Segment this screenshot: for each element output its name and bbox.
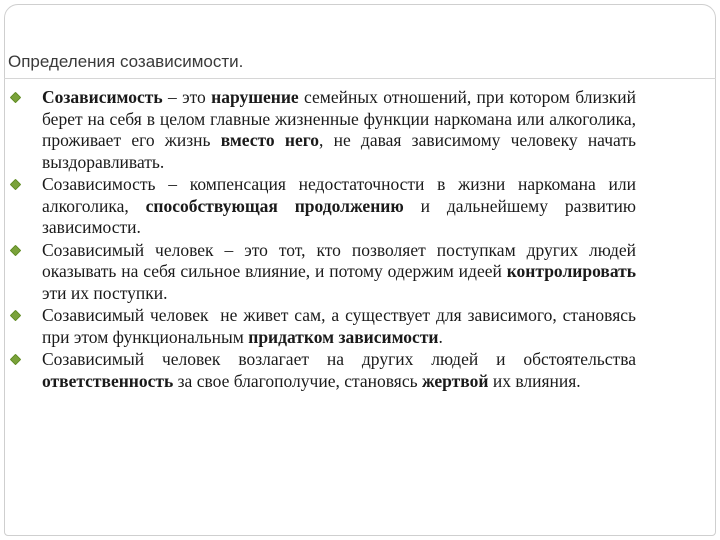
bullet-plain-text: за свое благополучие, становясь [173, 370, 422, 391]
bullet-plain-text: Созависимость – компенсация недостаточности в жизни наркомана или алкоголика, [42, 174, 636, 216]
bullet-bold-text: контролировать [506, 261, 636, 281]
bullet-plain-text: , не давая зависимому человеку начать выздоравливать. [42, 130, 636, 172]
bullet-plain-text: . [438, 326, 443, 347]
bullet-bold-text: жертвой [421, 370, 489, 391]
bullet-item-3 [42, 240, 636, 305]
bullet-text [42, 349, 636, 392]
bullet-text [42, 305, 641, 348]
bullet-text [42, 87, 636, 173]
bullet-bold-text: Созависимость [42, 87, 163, 107]
bullet-plain-text: семейных отношений, при котором близкий берет на себя в целом главные жизненные функции наркомана или алкоголика, проживает его жизнь [42, 87, 636, 150]
title-divider [4, 78, 716, 79]
bullet-plain-text: Созависимый человек – это тот, кто позволяет поступкам других людей оказывать на себя сильное влияние, и потому одержим идеей [42, 239, 636, 281]
bullet-item-1 [42, 87, 636, 173]
bullet-plain-text: их влияния. [488, 370, 581, 391]
bullet-plain-text: Созависимый человек не живет сам, а существует для зависимого, становясь при этом функциональным [42, 305, 641, 347]
bullet-plain-text: и дальнейшему развитию зависимости. [42, 195, 636, 237]
slide-title: Определения созависимости. [8, 52, 244, 71]
bullet-plain-text: эти их поступки. [42, 282, 168, 303]
bullet-item-2 [42, 174, 636, 239]
bullet-plain-text: Созависимый человек возлагает на других людей и обстоятельства [42, 349, 636, 369]
bullet-bold-text: ответственность [42, 370, 174, 391]
bullet-bold-text: придатком зависимости [248, 326, 439, 347]
bullet-bold-text: вместо него [220, 130, 319, 150]
bullet-text [42, 240, 636, 305]
bullet-plain-text: – это [162, 87, 212, 107]
bullet-bold-text: способствующая продолжению [145, 195, 404, 216]
bullet-bold-text: нарушение [211, 87, 299, 107]
bullet-item-4 [42, 305, 641, 348]
bullet-item-5 [42, 349, 636, 392]
definition-list [42, 87, 641, 393]
bullet-text [42, 174, 636, 239]
